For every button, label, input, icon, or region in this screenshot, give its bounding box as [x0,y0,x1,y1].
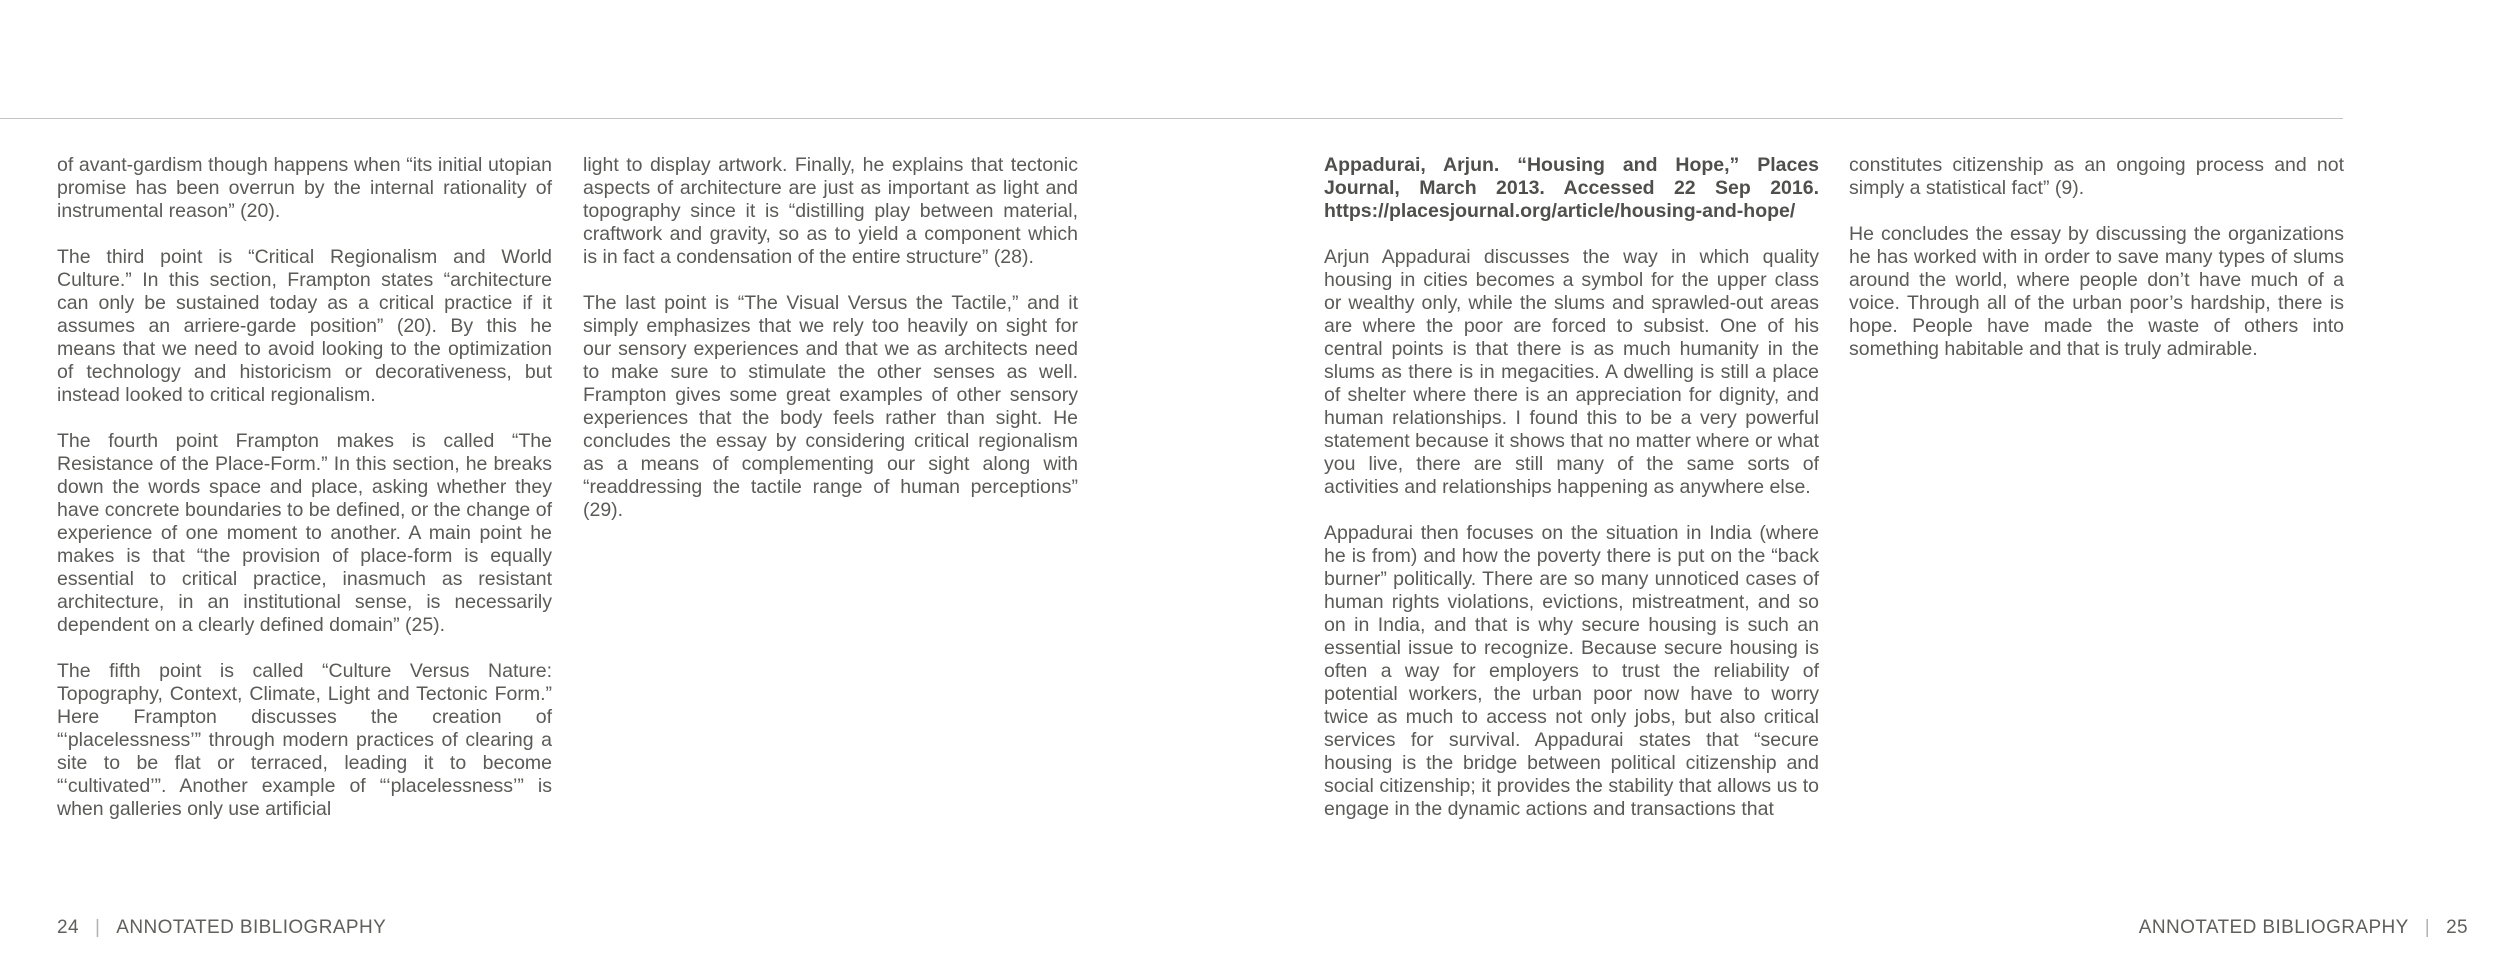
page-number: 24 [57,917,79,938]
top-rule [0,118,2343,119]
paragraph: He concludes the essay by discussing the organizations he has worked with in order to save many types of slums around the world, where people don’t have much of a voice. Through all of the urban poor’s hardship, there is hope. People have made the waste of others into something habitable and that is truly admirable. [1849,223,2344,360]
running-head: ANNOTATED BIBLIOGRAPHY [2138,917,2409,938]
footer-left [57,916,386,940]
running-head: ANNOTATED BIBLIOGRAPHY [116,917,387,938]
footer-right [2139,916,2468,940]
paragraph: Appadurai then focuses on the situation in India (where he is from) and how the poverty there is put on the “back burner” politically. There are so many unnoticed cases of human rights violations, evictions, mistreatment, and so on in India, and that is why secure housing is such an essential issue to recognize. Because secure housing is often a way for employers to trust the reliability of potential workers, the urban poor now have to worry twice as much to access not only jobs, but also critical services for survival. Appadurai states that “secure housing is the bridge between political citizenship and social citizenship; it provides the stability that allows us to engage in the dynamic actions and transactions that [1324,522,1819,820]
page-number: 25 [2446,917,2468,938]
paragraph: constitutes citizenship as an ongoing process and not simply a statistical fact” (9). [1849,154,2344,199]
column-right-1 [1324,154,1819,821]
paragraph: The fifth point is called “Culture Versus Nature: Topography, Context, Climate, Light and Tectonic Form.” Here Frampton discusses the creation of “‘placelessness’” through modern practices of clearing a site to be flat or terraced, leading it to become “‘cultivated’”. Another example of “‘placelessness’” is when galleries only use artificial [57,660,552,820]
footer-separator: | [2424,917,2431,938]
column-left-1 [57,154,552,821]
paragraph: The last point is “The Visual Versus the Tactile,” and it simply emphasizes that we rely too heavily on sight for our sensory experiences and that we as architects need to make sure to stimulate the other senses as well. Frampton gives some great examples of other sensory experiences that the body feels rather than sight. He concludes the essay by considering critical regionalism as a means of complementing our sight along with “readdressing the tactile range of human perceptions” (29). [583,292,1078,521]
paragraph: The third point is “Critical Regionalism and World Culture.” In this section, Frampton states “architecture can only be sustained today as a critical practice if it assumes an arriere-garde position” (20). By this he means that we need to avoid looking to the optimization of technology and historicism or decorativeness, but instead looked to critical regionalism. [57,246,552,406]
column-right-2 [1849,154,2344,361]
citation: Appadurai, Arjun. “Housing and Hope,” Places Journal, March 2013. Accessed 22 Sep 2016. https://placesjournal.org/article/housing-and-hope/ [1324,154,1819,222]
column-left-2 [583,154,1078,522]
paragraph: light to display artwork. Finally, he explains that tectonic aspects of architecture are just as important as light and topography since it is “distilling play between material, craftwork and gravity, so as to yield a component which is in fact a condensation of the entire structure” (28). [583,154,1078,268]
footer-separator: | [94,917,101,938]
paragraph: The fourth point Frampton makes is called “The Resistance of the Place-Form.” In this section, he breaks down the words space and place, asking whether they have concrete boundaries to be defined, or the change of experience of one moment to another. A main point he makes is that “the provision of place-form is equally essential to critical practice, inasmuch as resistant architecture, in an institutional sense, is necessarily dependent on a clearly defined domain” (25). [57,430,552,636]
paragraph: of avant-gardism though happens when “its initial utopian promise has been overrun by the internal rationality of instrumental reason” (20). [57,154,552,222]
paragraph: Arjun Appadurai discusses the way in which quality housing in cities becomes a symbol for the upper class or wealthy only, while the slums and sprawled-out areas are where the poor are forced to subsist. One of his central points is that there is as much humanity in the slums as there is in megacities. A dwelling is still a place of shelter where there is an appreciation for dignity, and human relationships. I found this to be a very powerful statement because it shows that no matter where or what you live, there are still many of the same sorts of activities and relationships happening as anywhere else. [1324,246,1819,498]
